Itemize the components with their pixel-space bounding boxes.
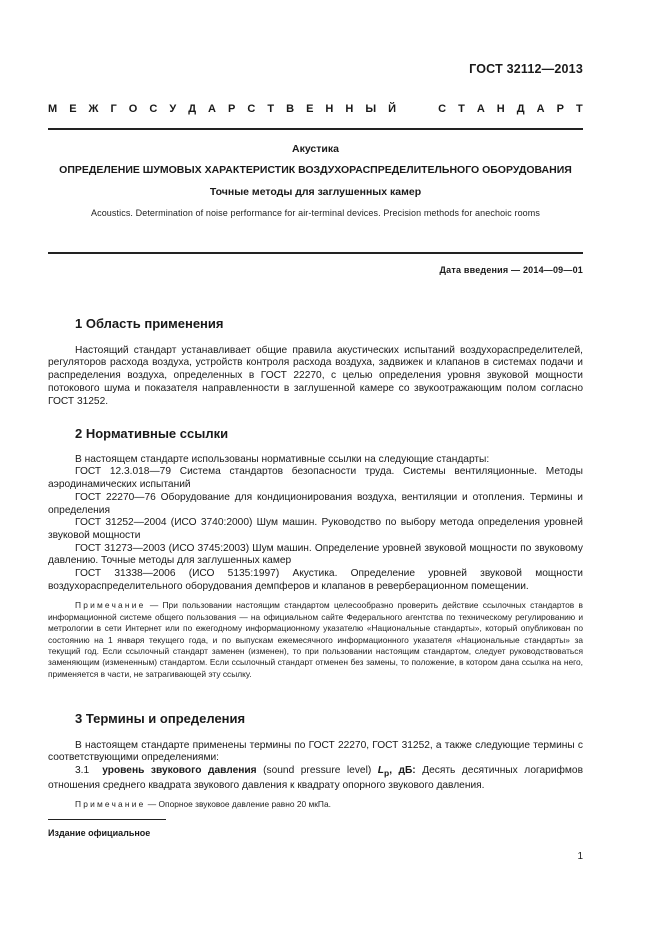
- banner-letter: М: [48, 103, 58, 115]
- note-text: — При пользовании настоящим стандартом целесообразно проверить действие ссылочных стандартов в информационной системе общего пользования — на официальном сайте Федерального агентства по техническому регулированию и метрологии в сети Интернет или по ежегодному информационному указателю «Национальные стандарты», который опубликован по состоянию на 1 января текущего года, и по выпускам ежемесячного информационного указателя «Национальные стандарты» за текущий год. Если ссылочный стандарт заменен (изменен), то при пользовании настоящим стандартом, следует руководствоваться заменяющим (измененным) стандартом. Если ссылочный стандарт отменен без замены, то положение, в котором дана ссылка на него, применяется в части, не затрагивающей эту ссылку.: [48, 600, 583, 679]
- section-1-text: Настоящий стандарт устанавливает общие правила акустических испытаний воздухораспределителей, регуляторов расхода воздуха, устройств контроля расхода воздуха, задвижек и клапанов в системах подачи и распределения воздуха, определенных в ГОСТ 22270, с целью определения уровня звуковой мощности потокового шума и показателя направленности в заглушенной камере со звукоотражающим полом согласно ГОСТ 31252.: [48, 344, 583, 407]
- reference-item: ГОСТ 22270—76 Оборудование для кондиционирования воздуха, вентиляции и отопления. Термины и определения: [48, 491, 583, 516]
- section-3: [48, 713, 583, 810]
- note-text: — Опорное звуковое давление равно 20 мкПа.: [145, 798, 331, 809]
- reference-item: ГОСТ 31252—2004 (ИСО 3740:2000) Шум машин. Руководство по выбору метода определения уровней звуковой мощности: [48, 517, 583, 541]
- footer-divider: [48, 819, 166, 820]
- reference-item: ГОСТ 31273—2003 (ИСО 3745:2003) Шум машин. Определение уровней звуковой мощности по звуковому давлению. Точные методы для заглушенных камер: [48, 542, 583, 567]
- section-1: [48, 318, 583, 408]
- reference-item: ГОСТ 31338—2006 (ИСО 5135:1997) Акустика. Определение уровней звуковой мощности воздухораспределительного оборудования демпферов и клапанов в реверберационном помещении.: [48, 568, 583, 592]
- banner-letter: А: [208, 103, 216, 115]
- section-2: [48, 428, 583, 680]
- term-definition: Десять десятичных логарифмов отношения среднего квадрата звукового давления к квадрату опорного звукового давления.: [48, 765, 583, 791]
- banner-letter: Т: [267, 103, 275, 115]
- term-symbol: L: [377, 765, 384, 777]
- banner-letter: Ж: [88, 103, 99, 115]
- section-3-heading: 3 Термины и определения: [75, 711, 246, 726]
- standard-code: ГОСТ 32112—2013: [469, 62, 583, 76]
- banner-letter: Т: [575, 103, 583, 115]
- introduction-date: Дата введения — 2014—09—01: [439, 265, 583, 275]
- term-3-1: [48, 765, 583, 792]
- section-2-note: [48, 600, 583, 680]
- banner-letter: Д: [188, 103, 197, 115]
- banner-letter: Р: [228, 103, 236, 115]
- term-number: 3.1: [75, 765, 90, 777]
- banner-letter: С: [149, 103, 158, 115]
- edition-label: Издание официальное: [48, 828, 151, 838]
- banner-letter: О: [128, 103, 138, 115]
- note-label: Примечание: [75, 600, 146, 611]
- title-subtitle: Точные методы для заглушенных камер: [209, 186, 422, 198]
- section-2-intro: В настоящем стандарте использованы нормативные ссылки на следующие стандарты:: [75, 453, 490, 465]
- section-2-heading: 2 Нормативные ссылки: [75, 426, 229, 441]
- top-divider: [48, 128, 583, 130]
- banner-letter: Н: [345, 103, 354, 115]
- interstate-standard-banner: [48, 103, 583, 115]
- banner-letter: Е: [306, 103, 314, 115]
- banner-letter: Н: [325, 103, 334, 115]
- title-divider: [48, 252, 583, 254]
- section-3-intro: В настоящем стандарте применены термины по ГОСТ 22270, ГОСТ 31252, а также следующие термины с соответствующими определениями:: [48, 739, 583, 764]
- reference-item: ГОСТ 12.3.018—79 Система стандартов безопасности труда. Системы вентиляционные. Методы аэродинамических испытаний: [48, 466, 583, 491]
- title-topic: Акустика: [292, 143, 339, 155]
- banner-letter: С: [247, 103, 256, 115]
- banner-letter: Р: [556, 103, 564, 115]
- banner-letter: А: [476, 103, 485, 115]
- banner-letter: Ы: [365, 103, 377, 115]
- banner-letter: Е: [69, 103, 77, 115]
- page-number: 1: [577, 851, 583, 862]
- banner-letter: Т: [458, 103, 465, 115]
- banner-letter: Й: [388, 103, 397, 115]
- banner-letter: Н: [496, 103, 505, 115]
- title-english: Acoustics. Determination of noise performance for air-terminal devices. Precision methods for anechoic rooms: [91, 208, 540, 218]
- note-label: Примечание: [75, 798, 146, 809]
- banner-letter: Г: [110, 103, 117, 115]
- title-block: [48, 143, 583, 218]
- banner-gap: [408, 103, 426, 115]
- banner-letter: В: [286, 103, 295, 115]
- banner-letter: А: [536, 103, 545, 115]
- banner-letter: У: [169, 103, 177, 115]
- section-3-note: [48, 799, 583, 810]
- banner-letter: С: [438, 103, 447, 115]
- term-unit: , дБ:: [389, 765, 416, 777]
- term-subscript: p: [383, 768, 390, 779]
- section-1-heading: 1 Область применения: [75, 316, 224, 331]
- title-main: ОПРЕДЕЛЕНИЕ ШУМОВЫХ ХАРАКТЕРИСТИК ВОЗДУХОРАСПРЕДЕЛИТЕЛЬНОГО ОБОРУДОВАНИЯ: [59, 164, 572, 176]
- banner-letter: Д: [516, 103, 525, 115]
- term-name: уровень звукового давления: [102, 765, 257, 777]
- term-english: (sound pressure level): [256, 765, 378, 777]
